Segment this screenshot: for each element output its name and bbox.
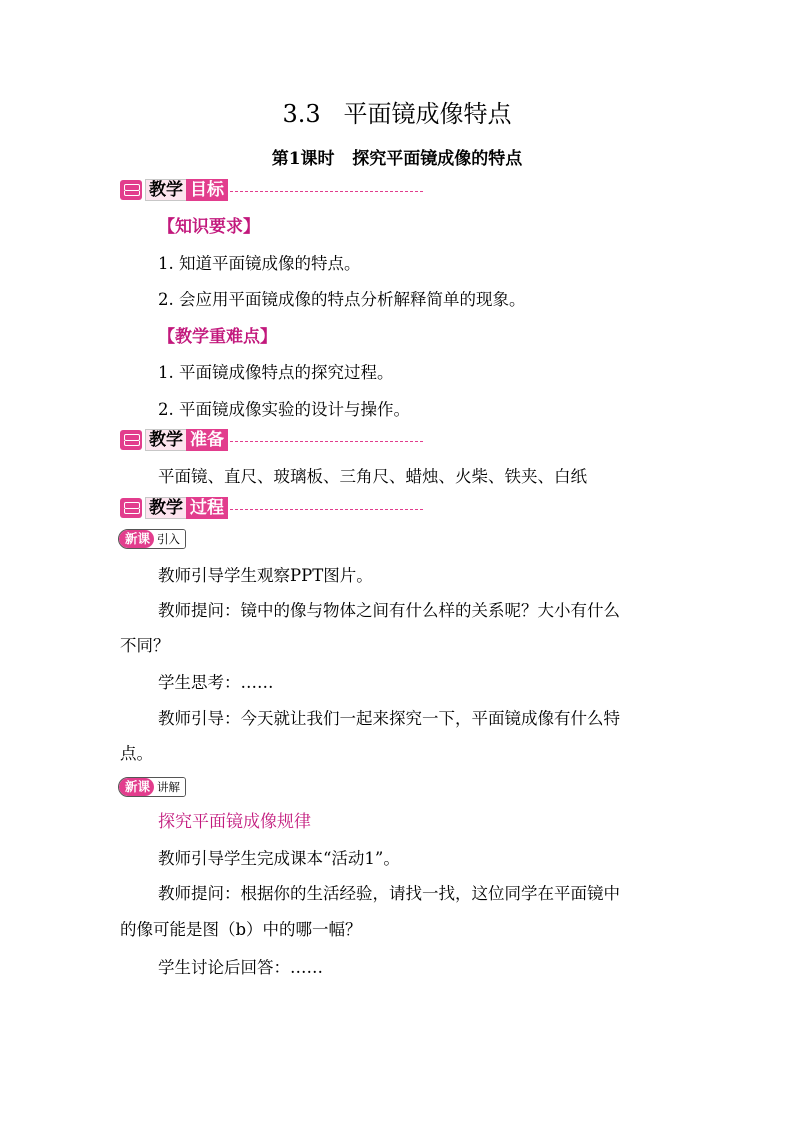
section-label-b: 目标 [186, 179, 228, 201]
section-divider [230, 441, 423, 442]
tag-label-a: 新课 [119, 778, 154, 796]
tag-new-lesson-intro [118, 529, 186, 549]
section-label-a: 教学 [145, 179, 186, 201]
key-points-heading: 【教学重难点】 [158, 327, 277, 347]
tag-label-b: 引入 [154, 530, 185, 548]
section-label-a: 教学 [145, 497, 186, 519]
section-label-b: 准备 [186, 429, 228, 451]
paragraph: 点。 [120, 744, 153, 763]
section-header-teaching-process [120, 497, 423, 519]
tag-new-lesson-explain [118, 777, 186, 797]
paragraph: 学生思考：…… [158, 673, 274, 692]
book-icon [120, 498, 142, 518]
tag-label-b: 讲解 [154, 778, 185, 796]
book-icon [120, 430, 142, 450]
knowledge-item: 1. 知道平面镜成像的特点。 [158, 254, 361, 273]
section-divider [230, 191, 423, 192]
key-point-item: 1. 平面镜成像特点的探究过程。 [158, 363, 394, 382]
explain-heading: 探究平面镜成像规律 [158, 812, 311, 832]
paragraph: 教师提问：镜中的像与物体之间有什么样的关系呢？大小有什么 [158, 601, 620, 620]
section-divider [230, 509, 423, 510]
key-point-item: 2. 平面镜成像实验的设计与操作。 [158, 400, 410, 419]
paragraph: 学生讨论后回答：…… [158, 958, 323, 977]
section-label-b: 过程 [186, 497, 228, 519]
paragraph: 不同？ [120, 636, 170, 655]
knowledge-item: 2. 会应用平面镜成像的特点分析解释简单的现象。 [158, 290, 526, 309]
paragraph: 的像可能是图（b）中的哪一幅？ [120, 920, 362, 939]
paragraph: 教师引导学生观察PPT图片。 [158, 566, 373, 585]
section-header-teaching-prep [120, 429, 423, 451]
knowledge-heading: 【知识要求】 [158, 217, 260, 237]
page-title: 3.3 平面镜成像特点 [282, 100, 512, 128]
paragraph: 教师引导学生完成课本“活动1”。 [158, 849, 400, 868]
materials-list: 平面镜、直尺、玻璃板、三角尺、蜡烛、火柴、铁夹、白纸 [158, 467, 587, 486]
section-label-a: 教学 [145, 429, 186, 451]
section-header-teaching-goals [120, 179, 423, 201]
book-icon [120, 180, 142, 200]
tag-label-a: 新课 [119, 530, 154, 548]
paragraph: 教师提问：根据你的生活经验，请找一找，这位同学在平面镜中 [158, 884, 620, 903]
paragraph: 教师引导：今天就让我们一起来探究一下，平面镜成像有什么特 [158, 709, 620, 728]
lesson-subtitle: 第1课时 探究平面镜成像的特点 [271, 149, 523, 169]
